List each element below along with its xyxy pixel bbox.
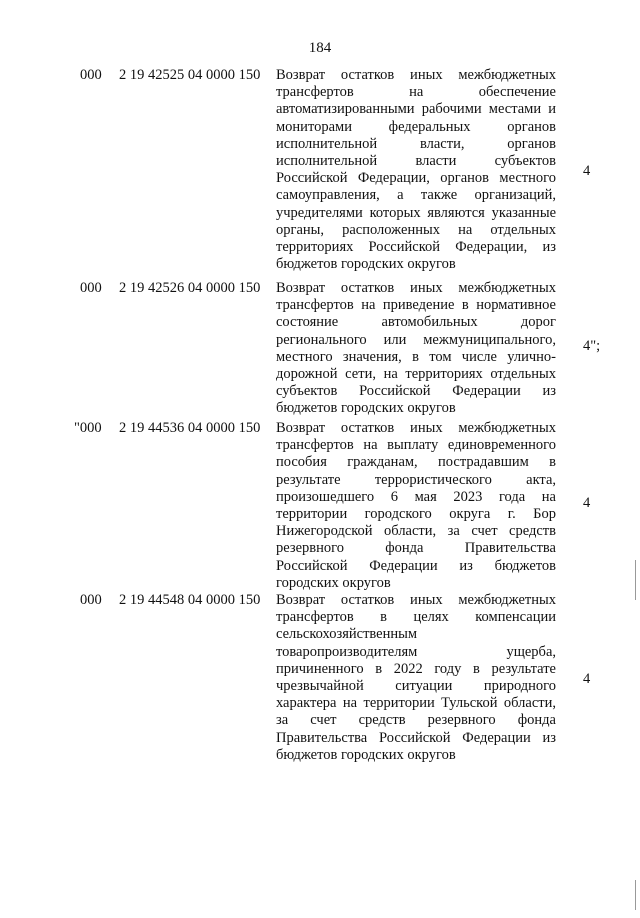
- norm-value: 4: [583, 163, 591, 179]
- page-number: 184: [308, 40, 332, 56]
- description-line: трансфертов на выплату единовременного: [276, 437, 556, 454]
- description-line: Возврат остатков иных межбюджетных: [276, 592, 556, 608]
- description-line: Правительства Российской Федерации из: [276, 729, 556, 746]
- description-line: результате террористического акта,: [276, 471, 556, 488]
- description-line: территориях Российской Федерации, из: [276, 239, 556, 256]
- revenue-description: [276, 592, 556, 764]
- description-line: товаропроизводителям ущерба,: [276, 643, 556, 660]
- description-line: учредителями которых являются указанные: [276, 204, 556, 221]
- norm-value: 4";: [583, 338, 601, 354]
- description-line: самоуправления, а также организаций,: [276, 187, 556, 204]
- description-line: бюджетов городских округов: [276, 256, 456, 273]
- description-line: территории городского округа г. Бор: [276, 506, 556, 523]
- admin-code: 000: [80, 280, 102, 296]
- description-line: Возврат остатков иных межбюджетных: [276, 280, 556, 296]
- revenue-description: [276, 420, 556, 592]
- description-line: Возврат остатков иных межбюджетных: [276, 420, 556, 436]
- scan-edge-mark: [635, 560, 636, 600]
- description-line: субъектов Российской Федерации из: [276, 383, 556, 400]
- description-line: сельскохозяйственным: [276, 626, 418, 643]
- description-line: бюджетов городских округов: [276, 400, 456, 417]
- budget-classification-code: 2 19 42525 04 0000 150: [119, 67, 261, 83]
- description-line: местного значения, в том числе улично-: [276, 348, 556, 365]
- description-line: регионального или межмуниципального,: [276, 331, 556, 348]
- description-line: трансфертов на обеспечение: [276, 84, 556, 101]
- budget-classification-code: 2 19 44536 04 0000 150: [119, 420, 261, 436]
- description-line: органы, расположенных на отдельных: [276, 221, 556, 238]
- description-line: причиненного в 2022 году в результате: [276, 660, 556, 677]
- description-line: за счет средств резервного фонда: [276, 712, 556, 729]
- description-line: бюджетов городских округов: [276, 746, 456, 763]
- revenue-description: [276, 280, 556, 418]
- norm-value: 4: [583, 671, 591, 687]
- scan-edge-mark: [635, 880, 636, 910]
- description-line: произошедшего 6 мая 2023 года на: [276, 488, 556, 505]
- description-line: трансфертов на приведение в нормативное: [276, 297, 556, 314]
- description-line: исполнительной власти субъектов: [276, 153, 556, 170]
- budget-classification-code: 2 19 42526 04 0000 150: [119, 280, 261, 296]
- norm-value: 4: [583, 495, 591, 511]
- description-line: Российской Федерации, органов местного: [276, 170, 556, 187]
- description-line: резервного фонда Правительства: [276, 540, 556, 557]
- revenue-description: [276, 67, 556, 273]
- admin-code: 000: [80, 592, 102, 608]
- description-line: Нижегородской области, за счет средств: [276, 523, 556, 540]
- description-line: трансфертов в целях компенсации: [276, 609, 556, 626]
- admin-code: 000: [80, 67, 102, 83]
- budget-classification-code: 2 19 44548 04 0000 150: [119, 592, 261, 608]
- description-line: Российской Федерации из бюджетов: [276, 557, 556, 574]
- description-line: городских округов: [276, 574, 391, 591]
- admin-code: "000: [74, 420, 102, 436]
- description-line: пособия гражданам, пострадавшим в: [276, 454, 556, 471]
- description-line: исполнительной власти, органов: [276, 135, 556, 152]
- description-line: Возврат остатков иных межбюджетных: [276, 67, 556, 83]
- description-line: мониторами федеральных органов: [276, 118, 556, 135]
- description-line: состояние автомобильных дорог: [276, 314, 556, 331]
- description-line: автоматизированными рабочими местами и: [276, 101, 556, 118]
- description-line: дорожной сети, на территориях отдельных: [276, 366, 556, 383]
- description-line: характера на территории Тульской области,: [276, 695, 556, 712]
- description-line: чрезвычайной ситуации природного: [276, 678, 556, 695]
